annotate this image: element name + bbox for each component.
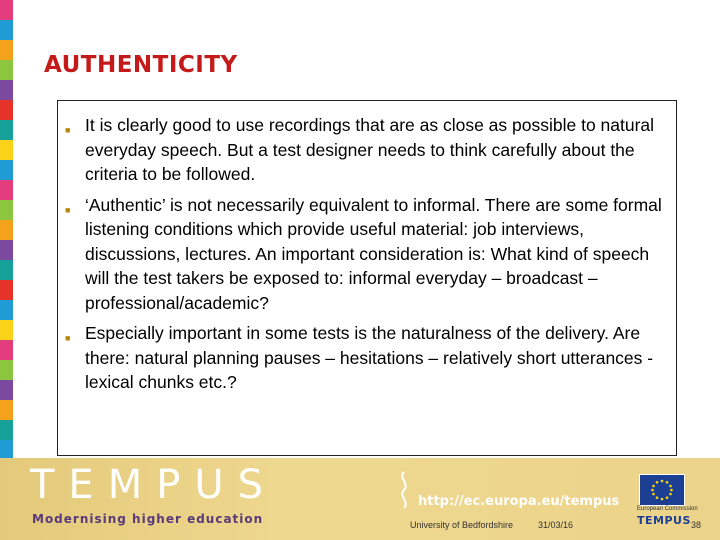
stripe-segment bbox=[0, 100, 13, 120]
stripe-segment bbox=[0, 380, 13, 400]
bullet-text: Especially important in some tests is the naturalness of the delivery. Are there: natural planning pauses – hesitations – relatively short utterances - lexical chunks etc.? bbox=[85, 323, 654, 392]
stripe-segment bbox=[0, 220, 13, 240]
stripe-segment bbox=[0, 200, 13, 220]
stripe-segment bbox=[0, 140, 13, 160]
tempus-tagline: Modernising higher education bbox=[32, 512, 264, 526]
stripe-segment bbox=[0, 20, 13, 40]
stripe-segment bbox=[0, 300, 13, 320]
bullet-item bbox=[65, 321, 662, 395]
bullet-list bbox=[58, 101, 676, 395]
slide-title: AUTHENTICITY bbox=[44, 52, 238, 78]
stripe-segment bbox=[0, 160, 13, 180]
swirl-icon bbox=[396, 470, 412, 510]
bullet-text: ‘Authentic’ is not necessarily equivalent to informal. There are some formal listening conditions which provide useful material: job interviews, discussions, lectures. An important consideration is: What kind of speech will the test takers be exposed to: informal everyday – broadcast – professional/academic? bbox=[85, 194, 662, 313]
stripe-segment bbox=[0, 420, 13, 440]
slide-date: 31/03/16 bbox=[538, 520, 574, 530]
stripe-segment bbox=[0, 120, 13, 140]
bullet-item bbox=[65, 193, 662, 316]
stripe-segment bbox=[0, 260, 13, 280]
tempus-logo-text: TEMPUS bbox=[30, 462, 278, 508]
tempus-url-link[interactable]: http://ec.europa.eu/tempus bbox=[418, 494, 620, 509]
page-number: 38 bbox=[691, 520, 702, 530]
stripe-segment bbox=[0, 80, 13, 100]
eu-caption: European Commission bbox=[637, 506, 698, 512]
tempus-small-logo: TEMPUS bbox=[637, 514, 691, 527]
square-bullet-icon: ■ bbox=[65, 125, 71, 135]
stripe-segment bbox=[0, 320, 13, 340]
footer-band bbox=[0, 458, 720, 540]
stripe-segment bbox=[0, 240, 13, 260]
stripe-segment bbox=[0, 280, 13, 300]
stripe-segment bbox=[0, 0, 13, 20]
stripe-segment bbox=[0, 60, 13, 80]
stripe-segment bbox=[0, 180, 13, 200]
square-bullet-icon: ■ bbox=[65, 204, 71, 215]
square-bullet-icon: ■ bbox=[65, 333, 71, 343]
stripe-segment bbox=[0, 360, 13, 380]
bullet-item bbox=[65, 113, 662, 187]
stripe-segment bbox=[0, 340, 13, 360]
stripe-segment bbox=[0, 400, 13, 420]
bullet-text: It is clearly good to use recordings that are as close as possible to natural everyday speech. But a test designer needs to think carefully about the criteria to be followed. bbox=[85, 115, 655, 184]
eu-flag-icon bbox=[639, 474, 685, 506]
stripe-segment bbox=[0, 440, 13, 460]
institution-name: University of Bedfordshire bbox=[410, 520, 514, 530]
stripe-segment bbox=[0, 40, 13, 60]
content-box bbox=[57, 100, 677, 456]
